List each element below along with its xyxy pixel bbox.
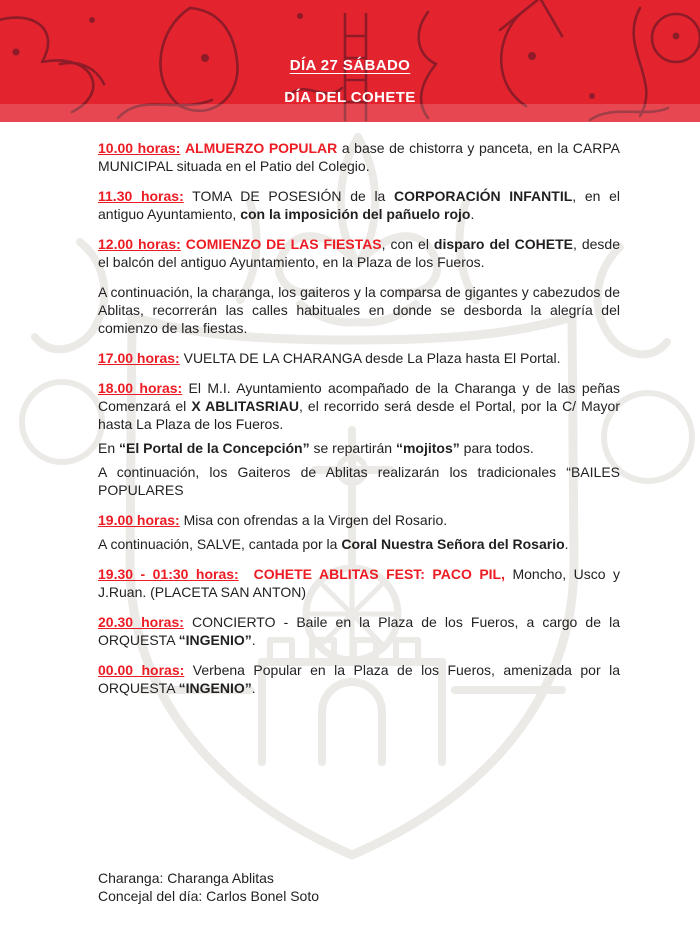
text-segment-normal: se repartirán — [309, 440, 396, 456]
text-segment-redbold: COMIENZO DE LAS FIESTAS — [185, 236, 382, 252]
footer-credits — [98, 869, 319, 905]
text-segment-normal: , en el antiguo Ayuntamiento, — [98, 188, 620, 222]
text-segment-bold: “mojitos” — [395, 440, 460, 456]
schedule-paragraph-entry-charanga-pasacalles — [98, 283, 620, 337]
text-segment-time: 18.00 horas: — [98, 380, 183, 396]
text-segment-normal: . — [564, 536, 569, 552]
page-title: DÍA 27 SÁBADO — [289, 57, 411, 74]
text-segment-normal: a base de chistorra y panceta, en la CARPA MUNICIPAL situada en el Patio del Colegio. — [98, 140, 620, 174]
schedule-paragraph-entry-19-00 — [98, 511, 620, 529]
text-segment-normal: , el recorrido será desde el Portal, por la C/ Mayor hasta La Plaza de los Fueros. — [98, 398, 620, 432]
text-segment-time: 19.30 - 01:30 horas: — [98, 566, 239, 582]
footer-concejal: Concejal del día: Carlos Bonel Soto — [98, 888, 320, 904]
text-segment-time: 12.00 horas: — [98, 236, 181, 252]
schedule-paragraph-entry-portal-mojitos — [98, 439, 620, 457]
text-segment-time: 19.00 horas: — [98, 512, 180, 528]
schedule-paragraph-entry-11-30 — [98, 187, 620, 223]
text-segment-bold: “INGENIO” — [178, 632, 252, 648]
text-segment-normal: A continuación, la charanga, los gaiteros y la comparsa de gigantes y cabezudos de Ablitas, recorrerán las calles habituales en donde se desborda la alegría del comienzo de las fiestas. — [98, 284, 620, 336]
text-segment-time: 17.00 horas: — [98, 350, 180, 366]
text-segment-time: 00.00 horas: — [98, 662, 185, 678]
schedule-paragraph-entry-19-30 — [98, 565, 620, 601]
text-segment-bold: con la imposición del pañuelo rojo — [240, 206, 471, 222]
schedule-paragraph-entry-10-00 — [98, 139, 620, 175]
text-segment-bold: “El Portal de la Concepción” — [119, 440, 310, 456]
schedule-paragraph-entry-20-30 — [98, 613, 620, 649]
text-segment-normal: para todos. — [459, 440, 534, 456]
text-segment-normal: Moncho, Usco y J.Ruan. (PLACETA SAN ANTON) — [98, 566, 621, 600]
text-segment-time: 11.30 horas: — [98, 188, 184, 204]
text-segment-normal: , desde el balcón del antiguo Ayuntamiento, en la Plaza de los Fueros. — [98, 236, 620, 270]
text-segment-time: 10.00 horas: — [98, 140, 181, 156]
page-subtitle: DÍA DEL COHETE — [284, 89, 416, 106]
text-segment-normal: En — [98, 440, 120, 456]
schedule — [0, 122, 700, 709]
text-segment-redbold: COHETE ABLITAS FEST: PACO PIL, — [246, 566, 505, 582]
text-segment-normal: A continuación, los Gaiteros de Ablitas realizarán los tradicionales “BAILES POPULARES — [98, 464, 620, 498]
text-segment-normal: , con el — [381, 236, 434, 252]
text-segment-bold: X ABLITASRIAU — [191, 398, 299, 414]
text-segment-bold: disparo del COHETE — [433, 236, 573, 252]
text-segment-bold: CORPORACIÓN INFANTIL — [394, 188, 573, 204]
schedule-paragraph-entry-bailes-populares — [98, 463, 620, 499]
schedule-paragraph-entry-18-00 — [98, 379, 620, 433]
text-segment-normal: A continuación, SALVE, cantada por la — [98, 536, 342, 552]
text-segment-normal: Verbena Popular en la Plaza de los Fueros, amenizada por la ORQUESTA — [98, 662, 620, 696]
text-segment-normal: TOMA DE POSESIÓN de la — [183, 188, 395, 204]
text-segment-normal: VUELTA DE LA CHARANGA desde La Plaza hasta El Portal. — [179, 350, 561, 366]
schedule-paragraph-entry-12-00 — [98, 235, 620, 271]
schedule-paragraph-entry-00-00 — [98, 661, 620, 697]
text-segment-bold: “INGENIO” — [178, 680, 252, 696]
text-segment-normal: Misa con ofrendas a la Virgen del Rosario. — [179, 512, 448, 528]
footer-charanga: Charanga: Charanga Ablitas — [98, 870, 274, 886]
text-segment-normal: . — [470, 206, 475, 222]
text-segment-redbold: ALMUERZO POPULAR — [184, 140, 338, 156]
text-segment-bold: Coral Nuestra Señora del Rosario — [341, 536, 565, 552]
text-segment-time: 20.30 horas: — [98, 614, 184, 630]
text-segment-normal: CONCIERTO - Baile en la Plaza de los Fueros, a cargo de la ORQUESTA — [98, 614, 620, 648]
text-segment-normal: El M.I. Ayuntamiento acompañado de la Charanga y de las peñas Comenzará el — [98, 380, 620, 414]
text-segment-normal: . — [251, 632, 256, 648]
schedule-paragraph-entry-salve — [98, 535, 620, 553]
text-segment-normal: . — [251, 680, 256, 696]
schedule-paragraph-entry-17-00 — [98, 349, 620, 367]
header-banner — [0, 0, 700, 122]
